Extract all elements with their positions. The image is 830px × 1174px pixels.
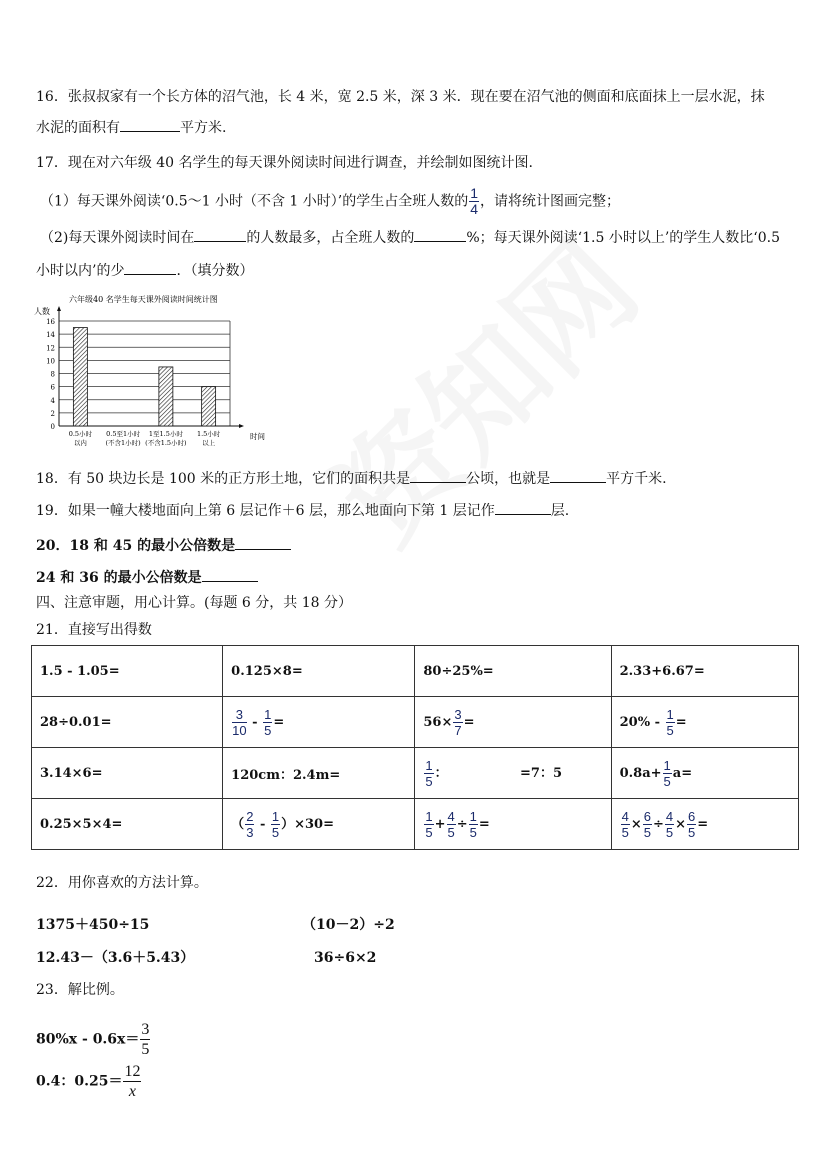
q17-p2-text: （2)每天课外阅读时间在 [40, 230, 195, 246]
numerator: 6 [688, 808, 696, 824]
numerator: 3 [454, 706, 462, 722]
reading-time-bar-chart [32, 290, 272, 450]
fraction [469, 809, 478, 840]
fraction [621, 809, 630, 840]
denominator: 5 [663, 773, 671, 789]
calc-cell [223, 748, 415, 799]
answer-blank [410, 468, 466, 483]
expr-text: 56× [423, 714, 453, 730]
q23-eq-1 [36, 1020, 151, 1059]
numerator: 3 [141, 1021, 150, 1038]
calc-cell [223, 799, 415, 850]
x-tick-label: 0.5小时 [68, 430, 93, 438]
numerator: 1 [470, 185, 479, 201]
fraction [140, 1020, 150, 1059]
answer-blank [235, 535, 291, 550]
fraction [447, 809, 456, 840]
q17-part1 [40, 186, 620, 217]
q18 [36, 468, 667, 489]
x-tick-label: 1至1.5小时 [148, 430, 183, 438]
numerator: 4 [621, 808, 629, 824]
x-tick-label: (不含1小时) [105, 439, 141, 447]
denominator: 3 [246, 824, 254, 840]
q16-line1: 16．张叔叔家有一个长方体的沼气池，长 4 米，宽 2.5 米，深 3 米．现在要在沼气池的侧面和底面抹上一层水泥，抹 [36, 89, 765, 105]
y-axis-arrow [57, 306, 61, 311]
fraction [232, 707, 246, 738]
y-tick-label: 10 [46, 357, 55, 366]
y-tick-label: 8 [50, 370, 55, 379]
numerator: 2 [246, 808, 254, 824]
expr-text: 0.8a+ [619, 765, 662, 781]
q18-text: 18．有 50 块边长是 100 米的正方形土地，它们的面积共是 [36, 471, 411, 487]
calc-cell [32, 646, 223, 697]
numerator: 1 [663, 757, 671, 773]
q16-text-b: 平方米. [180, 120, 227, 136]
fraction [424, 758, 433, 789]
numerator: 1 [425, 757, 433, 773]
x-tick-label: 0.5至1小时 [106, 430, 141, 438]
denominator: x [128, 1083, 137, 1100]
y-tick-label: 2 [50, 409, 55, 418]
denominator: 5 [425, 773, 433, 789]
q20-a [36, 535, 291, 556]
chart-title: 六年级40 名学生每天课外阅读时间统计图 [69, 295, 218, 304]
answer-blank [550, 468, 606, 483]
table-row [32, 697, 799, 748]
calc-cell [32, 697, 223, 748]
bar [202, 387, 216, 426]
fraction [643, 809, 652, 840]
x-tick-label: 以内 [73, 439, 87, 447]
q18-text: 公顷，也就是 [466, 471, 551, 487]
x-axis-arrow [239, 424, 244, 428]
answer-blank [414, 227, 466, 242]
numerator: 1 [666, 706, 674, 722]
expr-text: - [247, 714, 263, 730]
expr-text: = [697, 816, 709, 832]
expr-text: （ [231, 816, 245, 832]
q17-p1-text: （1）每天课外阅读‘0.5～1 小时（不含 1 小时）’的学生占全班人数的 [40, 193, 469, 210]
fraction [687, 809, 696, 840]
numerator: 1 [469, 808, 477, 824]
q20-text: 20．18 和 45 的最小公倍数是 [36, 538, 236, 554]
expr-text: = [478, 816, 490, 832]
expr-text: × [630, 816, 642, 832]
numerator: 4 [665, 808, 674, 824]
expr-text: 120cm：2.4m= [231, 767, 341, 783]
q17-stem: 17．现在对六年级 40 名学生的每天课外阅读时间进行调查，并绘制如图统计图. [36, 155, 533, 171]
numerator: 12 [124, 1063, 141, 1080]
expr-text: + [434, 816, 446, 832]
expr-text: 0.125×8= [231, 663, 303, 679]
q19 [36, 500, 569, 521]
fraction [123, 1062, 141, 1101]
calc-cell [611, 697, 798, 748]
q22-expr-4: 36÷6×2 [314, 950, 377, 966]
denominator: 10 [232, 722, 247, 738]
expr-text: = [273, 714, 285, 730]
y-tick-label: 0 [50, 423, 55, 431]
fraction [271, 809, 280, 840]
fraction [424, 809, 433, 840]
fraction [453, 707, 462, 738]
y-axis-label: 人数 [34, 307, 50, 316]
denominator: 5 [666, 722, 674, 738]
denominator: 5 [643, 824, 651, 840]
calc-cell [415, 697, 611, 748]
numerator: 3 [232, 707, 246, 723]
q22-expr-3: 12.43－（3.6＋5.43） [36, 950, 195, 966]
q16-line2 [36, 117, 226, 138]
calc-cell [223, 697, 415, 748]
denominator: 5 [141, 1041, 150, 1058]
denominator: 5 [271, 824, 280, 840]
expr-text: ： =7：5 [434, 765, 563, 781]
answer-blank [124, 260, 176, 275]
q17-p2-text: ．（填分数） [176, 263, 254, 279]
fraction [469, 186, 479, 217]
denominator: 5 [264, 722, 272, 738]
table-row [32, 748, 799, 799]
x-tick-label: (不含1.5小时) [145, 439, 187, 447]
expr-text: 1.5 - 1.05= [40, 663, 120, 679]
table-row [32, 799, 799, 850]
calc-cell [415, 646, 611, 697]
expr-text: 28÷0.01= [40, 714, 112, 730]
expr-text: 0.25×5×4= [40, 816, 123, 832]
section-4-heading: 四、注意审题，用心计算。(每题 6 分，共 18 分） [36, 595, 352, 611]
numerator: 4 [447, 808, 455, 824]
x-tick-label: 以上 [202, 439, 216, 447]
fraction [263, 707, 272, 738]
x-axis-label: 时间 [250, 432, 265, 441]
calc-cell [32, 748, 223, 799]
expr-text: ÷ [652, 816, 664, 832]
fraction [663, 758, 672, 789]
fraction [665, 809, 674, 840]
expr-text: a= [672, 765, 693, 781]
answer-blank [120, 117, 180, 132]
calc-cell [32, 799, 223, 850]
bar [73, 328, 87, 426]
y-tick-label: 4 [50, 396, 55, 405]
q17-p2-text: 小时以内’的少 [36, 263, 125, 279]
q21-title: 21．直接写出得数 [36, 622, 152, 638]
denominator: 5 [425, 824, 433, 840]
calc-cell [415, 748, 611, 799]
denominator: 4 [470, 201, 479, 217]
fraction [666, 707, 675, 738]
expr-text: 80÷25%= [423, 663, 494, 679]
bar [159, 367, 173, 426]
denominator: 7 [454, 722, 462, 738]
calc-cell [611, 799, 798, 850]
calc-cell [611, 748, 798, 799]
q22-title: 22．用你喜欢的方法计算。 [36, 875, 208, 891]
numerator: 1 [264, 706, 272, 722]
expr-text: × [675, 816, 687, 832]
table-row [32, 646, 799, 697]
expr-text: = [463, 714, 475, 730]
denominator: 5 [447, 824, 455, 840]
q23-title: 23．解比例。 [36, 982, 124, 998]
fraction [245, 809, 254, 840]
denominator: 5 [688, 824, 696, 840]
q18-text: 平方千米. [606, 471, 667, 487]
q17-p2-text: %；每天课外阅读‘1.5 小时以上’的学生人数比‘0.5 [466, 230, 781, 246]
answer-blank [202, 567, 258, 582]
expr-text: 2.33+6.67= [619, 663, 705, 679]
expr-text: 3.14×6= [40, 765, 103, 781]
y-tick-label: 12 [46, 344, 55, 353]
answer-blank [495, 500, 551, 515]
calc-cell [611, 646, 798, 697]
q20-text: 24 和 36 的最小公倍数是 [36, 570, 202, 586]
numerator: 1 [425, 808, 433, 824]
q17-part2-cont [36, 260, 253, 281]
y-tick-label: 16 [46, 318, 55, 326]
q19-text: 层. [550, 503, 570, 519]
q23-eq-2 [36, 1062, 142, 1101]
denominator: 5 [469, 824, 477, 840]
q20-b [36, 567, 258, 588]
denominator: 5 [621, 824, 629, 840]
q17-part2 [40, 227, 780, 248]
calculation-table [31, 645, 799, 850]
expr-text: 20% - [619, 714, 665, 730]
numerator: 1 [271, 808, 280, 824]
expr-text: = [675, 714, 687, 730]
q19-text: 19．如果一幢大楼地面向上第 6 层记作＋6 层，那么地面向下第 1 层记作 [36, 503, 495, 519]
equation-text: 80%x - 0.6x＝ [36, 1031, 140, 1048]
expr-text: - [255, 816, 270, 832]
answer-blank [194, 227, 246, 242]
q16-text-a: 水泥的面积有 [36, 120, 120, 136]
y-tick-label: 14 [46, 331, 55, 340]
denominator: 5 [665, 824, 674, 840]
numerator: 6 [643, 808, 651, 824]
q22-expr-1: 1375＋450÷15 [36, 917, 150, 933]
calc-cell [415, 799, 611, 850]
expr-text: ÷ [456, 816, 468, 832]
calc-cell [223, 646, 415, 697]
expr-text: ）×30= [281, 816, 334, 832]
q17-p2-text: 的人数最多，占全班人数的 [246, 230, 415, 246]
x-tick-label: 1.5小时 [196, 430, 221, 438]
q22-expr-2: （10－2）÷2 [302, 917, 395, 933]
equation-text: 0.4：0.25＝ [36, 1073, 123, 1090]
y-tick-label: 6 [50, 383, 55, 392]
q17-p1-text-b: ，请将统计图画完整； [480, 193, 621, 210]
